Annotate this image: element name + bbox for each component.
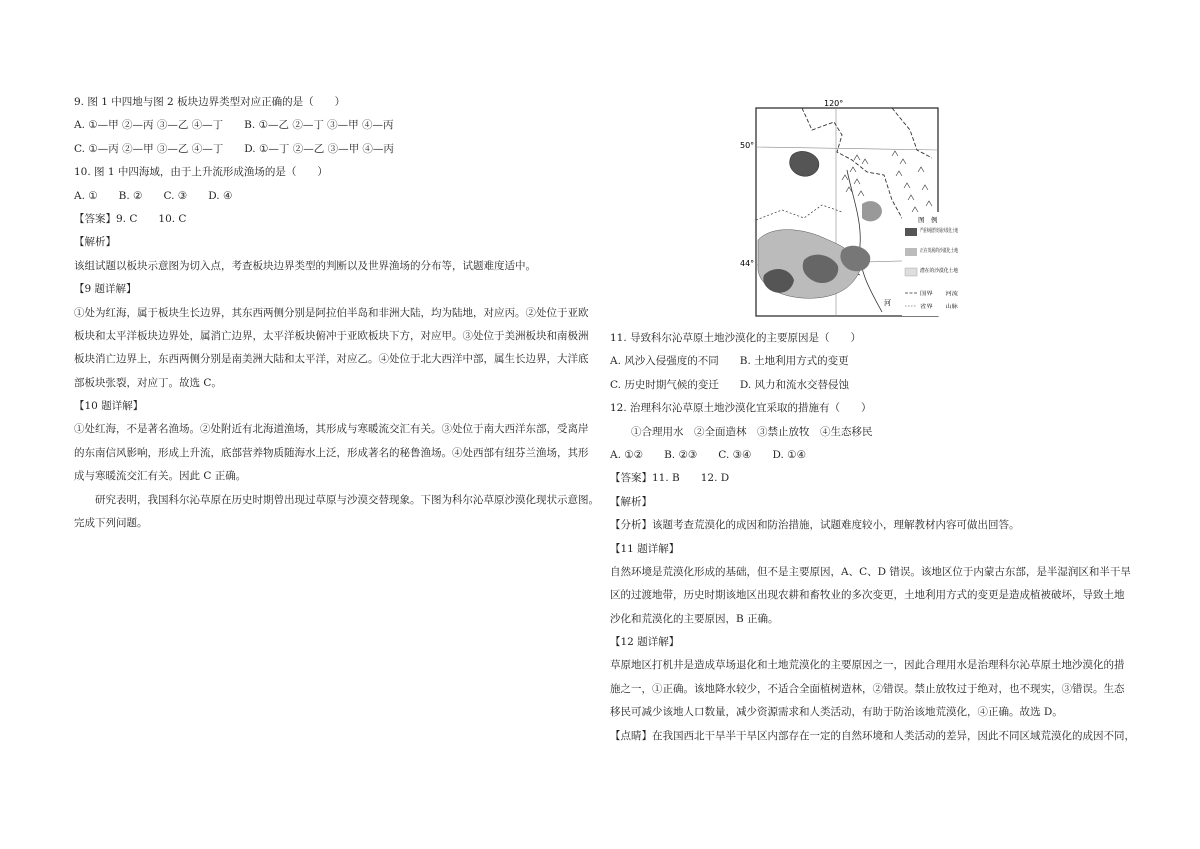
lat-label-44: 44° — [740, 259, 755, 268]
q12-detail-line-2: 施之一，①正确。该地降水较少，不适合全面植树造林，②错误。禁止放牧过于绝对，也不现实，③错误。生态 — [610, 682, 1125, 695]
question-12-items: ①合理用水 ②全面造林 ③禁止放牧 ④生态移民 — [631, 425, 873, 438]
analysis-heading: 【解析】 — [74, 236, 116, 249]
question-11-options-cd: C. 历史时期气候的变迁 D. 风力和流水交替侵蚀 — [610, 378, 850, 391]
q9-detail-line-1: ①处为红海，属于板块生长边界，其东西两侧分别是阿拉伯半岛和非洲大陆，均为陆地，对应丙。②处位于亚欧 — [74, 306, 589, 319]
q11-detail-line-3: 沙化和荒漠化的主要原因，B 正确。 — [610, 612, 779, 625]
legend-developing: 正在发展的沙漠化土地 — [920, 248, 971, 254]
q12-detail-heading: 【12 题详解】 — [610, 636, 680, 649]
answer-9-10: 【答案】9. C 10. C — [74, 212, 187, 225]
q10-detail-line-3: 成与寒暖流交汇有关。因此 C 正确。 — [74, 470, 247, 483]
analysis-text: 该组试题以板块示意图为切入点，考查板块边界类型的判断以及世界渔场的分布等，试题难度适中。 — [74, 259, 536, 272]
legend-title: 图 例 — [918, 216, 938, 224]
lat-label-50: 50° — [740, 141, 755, 150]
legend-swatch-severe — [905, 228, 917, 236]
question-9-options-ab: A. ①—甲 ②—丙 ③—乙 ④—丁 B. ①—乙 ②—丁 ③—甲 ④—丙 — [74, 119, 394, 132]
q9-detail-line-4: 部板块张裂，对应丁。故选 C。 — [74, 376, 222, 389]
answer-11-12: 【答案】11. B 12. D — [610, 472, 730, 485]
question-12: 12. 治理科尔沁草原土地沙漠化宜采取的措施有（ ） — [610, 402, 872, 415]
legend-potential: 潜在的沙漠化土地 — [920, 268, 961, 274]
lon-label-120: 120° — [824, 99, 844, 108]
map-legend — [902, 212, 981, 316]
q11-detail-line-2: 区的过渡地带，历史时期该地区出现农耕和畜牧业的多次变更，土地利用方式的变更是造成植被破坏，导致土地 — [610, 589, 1125, 602]
legend-swatch-developing — [905, 248, 917, 256]
question-11-options-ab: A. 风沙入侵强度的不同 B. 土地利用方式的变更 — [610, 355, 849, 368]
river-label: 河 — [884, 299, 891, 307]
question-9-options-cd: C. ①—丙 ②—甲 ③—乙 ④—丁 D. ①—丁 ②—乙 ③—甲 ④—丙 — [74, 142, 394, 155]
q11-detail-heading: 【11 题详解】 — [610, 542, 680, 555]
question-9: 9. 图 1 中四地与图 2 板块边界类型对应正确的是（ ） — [74, 96, 346, 108]
left-column — [74, 91, 602, 535]
question-10-options: A. ① B. ② C. ③ D. ④ — [74, 189, 233, 202]
q10-detail-heading: 【10 题详解】 — [74, 400, 144, 413]
analysis-text-right: 【分析】该题考查荒漠化的成因和防治措施，试题难度较小，理解教材内容可做出回答。 — [610, 519, 1020, 532]
question-12-options: A. ①② B. ②③ C. ③④ D. ①④ — [610, 448, 807, 461]
q12-detail-line-3: 移民可减少该地人口数量，减少资源需求和人类活动，有助于防治该地荒漠化，④正确。故选 D。 — [610, 706, 1063, 719]
legend-swatch-potential — [905, 268, 917, 276]
intro-line-1: 研究表明，我国科尔沁草原在历史时期曾出现过草原与沙漠交替现象。下图为科尔沁草原沙漠化现状示意图。 — [95, 493, 599, 506]
q9-detail-line-3: 板块消亡边界上，东西两侧分别是南美洲大陆和太平洋，对应乙。④处位于北大西洋中部，属生长边界，大洋底 — [74, 353, 589, 366]
legend-border-river: 国界 河流 — [920, 291, 951, 297]
q9-detail-line-2: 板块和太平洋板块边界处，属消亡边界，太平洋板块俯冲于亚欧板块下方，对应甲。③处位于美洲板块和南极洲 — [74, 329, 589, 342]
right-column — [610, 327, 1135, 748]
tip-line-1: 【点睛】在我国西北干旱半干旱区内部存在一定的自然环境和人类活动的差异，因此不同区域荒漠化的成因不同， — [610, 729, 1135, 742]
legend-province-mountain: 省界 山脉 — [920, 304, 951, 310]
analysis-heading-right: 【解析】 — [610, 495, 652, 508]
intro-line-2: 完成下列问题。 — [74, 517, 148, 530]
q12-detail-line-1: 草原地区打机井是造成草场退化和土地荒漠化的主要原因之一，因此合理用水是治理科尔沁草原土地沙漠化的措 — [610, 659, 1125, 672]
q9-detail-heading: 【9 题详解】 — [74, 283, 137, 296]
horqin-desertification-map — [740, 99, 981, 322]
legend-severe: 严重和强烈发展沙漠化土地 — [920, 228, 981, 234]
q10-detail-line-2: 的东南信风影响，形成上升流，底部营养物质随海水上泛，形成著名的秘鲁渔场。④处西部有纽芬兰渔场，其形 — [74, 446, 589, 459]
question-11: 11. 导致科尔沁草原土地沙漠化的主要原因是（ ） — [610, 332, 862, 344]
question-10: 10. 图 1 中四海域，由于上升流形成渔场的是（ ） — [74, 166, 328, 179]
q10-detail-line-1: ①处红海，不是著名渔场。②处附近有北海道渔场，其形成与寒暖流交汇有关。③处位于南大西洋东部，受离岸 — [74, 423, 589, 436]
q11-detail-line-1: 自然环境是荒漠化形成的基础，但不是主要原因，A、C、D 错误。该地区位于内蒙古东部，是半湿润区和半干旱 — [610, 565, 1131, 578]
